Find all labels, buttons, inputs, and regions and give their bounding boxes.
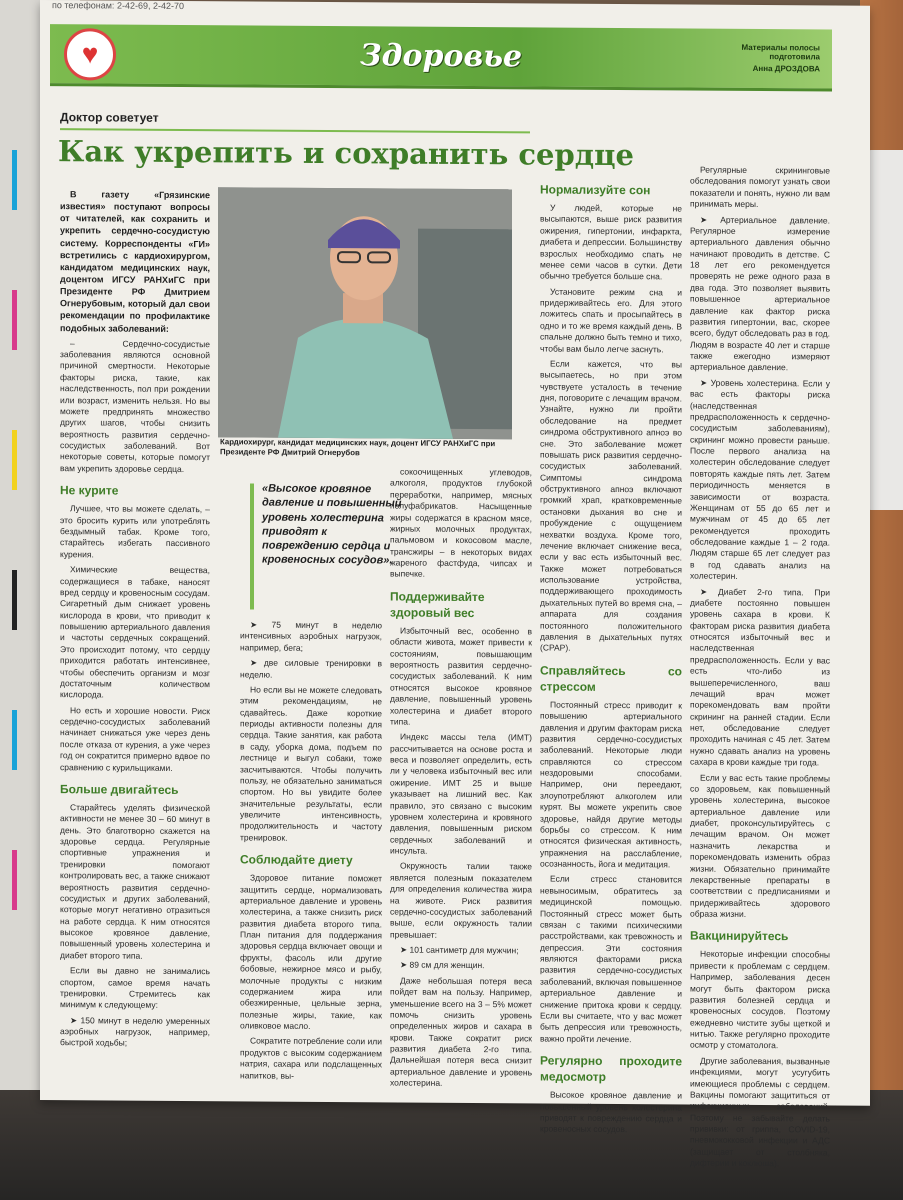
subheading: Поддерживайте здоровый вес	[390, 589, 485, 620]
newspaper-page	[40, 0, 870, 1169]
paragraph: Даже небольшая потеря веса пойдет вам на пользу. Например, уменьшение всего на 3 – 5% может помочь снизить уровень определенных жиров и сахара в крови. Также сократит риск развития диабета 2-го типа. Дальнейшая потеря веса снизит артериальное давление и уровень холестерина.	[390, 975, 532, 1088]
paragraph: – Сердечно-сосудистые заболевания являются основной причиной смертности. Некоторые факторы риска, такие, как наследственность, пол при рождении или возраст, изменить нельзя. Но вы можете предпринять множество других шагов, чтобы снизить вероятность развития сердечно-сосудистых заболеваний. Вот некоторые советы, которые помогут вам укрепить здоровье сердца.	[60, 337, 210, 474]
paragraph: ➤ Уровень холестерина. Если у вас есть факторы риска (наследственная предрасположенность к сердечно-сосудистым заболеваниям), скрининг можно провести раньше. После первого анализа на холестерин обследование следует повторять каждые пять лет. Затем периодичность меняется в зависимости от возраста. Женщинам от 55 до 65 лет и мужчинам от 45 до 65 лет рекомендуется проходить обследование каждые 1 – 2 года. Людям старше 65 лет следует раз в год сдавать анализ на холестерин.	[690, 377, 830, 581]
paragraph: Другие заболевания, вызванные инфекциями, могут усугубить имеющиеся проблемы с сердцем. Вакцины помогают защититься от инфекционных заболеваний. Поэтому не забывайте делать прививки: от гриппа, COVID-19, пневмококковой инфекции и АДС (защищает от столбняка, дифтерии и коклюша).	[690, 1055, 830, 1169]
pull-quote: «Высокое кровяное давление и повышенный уровень холестерина приводят к повреждению сердца и кровеносных сосудов».	[262, 482, 402, 567]
paragraph: Установите режим сна и придерживайтесь его. Для этого ложитесь спать и просыпайтесь в одно и то же время каждый день. В спальне должно быть темно и тихо, чтобы вам было легче заснуть.	[540, 286, 682, 354]
lead-paragraph: В газету «Грязинские известия» поступают вопросы от читателей, как сохранить и укрепить сердечно-сосудистую систему. Корреспонденты «ГИ» встретились с кардиохирургом, кандидатом медицинских наук, доцентом ИГСУ РАНХиГС при Президенте РФ Дмитрием Огнерубовым, который дал свои рекомендации по профилактике подобных заболеваний:	[60, 189, 210, 334]
print-registration-mark	[12, 570, 17, 630]
rubric: Доктор советует	[60, 110, 159, 125]
paragraph: Высокое кровяное давление и повышенный уровень холестерина приводят к повреждению сердца и кровеносных сосудов.	[540, 1089, 682, 1135]
paragraph: ➤ две силовые тренировки в неделю.	[240, 657, 382, 680]
paragraph: Регулярные скрининговые обследования помогут узнать свои показатели и понять, нужно ли вам принимать меры.	[690, 164, 830, 210]
paragraph: ➤ 101 сантиметр для мужчин;	[400, 944, 519, 956]
rubric-divider	[60, 128, 530, 133]
paragraph: Если вы давно не занимались спортом, самое время начать тренировки. Стремитесь как минимум к следующему:	[60, 965, 210, 1011]
section-header	[50, 24, 832, 91]
paragraph: Лучшее, что вы можете сделать, – это бросить курить или употреблять бездымный табак. Кроме того, старайтесь избегать пассивного курения.	[60, 503, 210, 560]
paragraph: ➤ 89 см для женщин.	[400, 959, 485, 971]
article-column-3	[390, 466, 532, 1088]
subheading: Соблюдайте диету	[240, 852, 353, 868]
subheading: Вакцинируйтесь	[690, 928, 789, 944]
paragraph: ➤ 150 минут в неделю умеренных аэробных нагрузок, например, быстрой ходьбы;	[60, 1014, 210, 1049]
quote-bar	[250, 483, 254, 609]
paragraph: Индекс массы тела (ИМТ) рассчитывается на основе роста и веса и позволяет определить, есть ли у человека избыточный вес или ожирение. ИМТ 25 и выше указывает на лишний вес. Как правило, это связано с высоким уровнем холестерина и кровяного давления, повышенным риском сердечных заболеваний и инсульта.	[390, 731, 532, 856]
print-registration-mark	[12, 710, 17, 770]
paragraph: сокоочищенных углеводов, алкоголя, продуктов глубокой переработки, например, мясных полуфабрикатов. Насыщенные жиры содержатся в красном мясе, жирных молочных продуктах, пальмовом и кокосовом масле, трансжиры – в некоторых видах жареного фастфуда, чипсах и выпечке.	[390, 466, 532, 580]
paragraph: ➤ Артериальное давление. Регулярное измерение артериального давления обычно начинают проводить в детстве. С 18 лет его рекомендуется проверять не реже одного раза в два года. Это позволяет выявить повышенное артериальное давление как фактор риска развития гипертонии, вас, скорее всего, будут обследовать раз в год. Людям в возрасте 40 лет и старше также ежегодно измеряют артериальное давление.	[690, 214, 830, 373]
paragraph: Избыточный вес, особенно в области живота, может привести к состояниям, повышающим вероятность развития сердечно-сосудистых заболеваний. К ним относятся высокое кровяное давление, повышенный уровень холестерина и диабет второго типа.	[390, 625, 532, 727]
article-title: Как укрепить и сохранить сердце	[58, 134, 634, 173]
article-column-4	[540, 173, 682, 1135]
print-registration-mark	[12, 150, 17, 210]
print-registration-mark	[12, 430, 17, 490]
white-cloth	[865, 150, 903, 510]
paragraph: Сократите потребление соли или продуктов с высоким содержанием натрия, сахара или подслащенных напитков, вы-	[240, 1035, 382, 1081]
article-column-5	[690, 164, 830, 1169]
paragraph: Но есть и хорошие новости. Риск сердечно-сосудистых заболеваний начинает снижаться уже через день после отказа от курения, а уже через год он сократится примерно вдвое по сравнению с курильщиками.	[60, 704, 210, 773]
paragraph: Химические вещества, содержащиеся в табаке, наносят вред сердцу и кровеносным сосудам. Сигаретный дым снижает уровень кислорода в крови, что приводит к повышению артериального давления и частоты сердечных сокращений. Это происходит потому, что сердцу приходится работать интенсивнее, чтобы обеспечить организм и мозг достаточным количеством кислорода.	[60, 564, 210, 700]
section-title: Здоровье	[360, 38, 523, 75]
phone-line: по телефонам: 2-42-69, 2-42-70	[52, 0, 184, 12]
paragraph: Здоровое питание поможет защитить сердце, нормализовать артериальное давление и уровень холестерина, а также снизить риск развития диабета второго типа. План питания для поддержания здоровья сердца включает овощи и фрукты, фасоль или другие бобовые, нежирное мясо и рыбу, молочные продукты с низким содержанием жира или обезжиренные, цельные зерна, полезные жиры, такие, как оливковое масло.	[240, 872, 382, 1031]
doctor-photo-illustration	[218, 187, 512, 439]
subheading: Нормализуйте сон	[540, 182, 651, 198]
credit-line: Материалы полосы подготовила	[741, 42, 820, 62]
doctor-photo	[218, 187, 512, 439]
paragraph: ➤ Диабет 2-го типа. При диабете постоянно повышен уровень сахара в крови. К факторам риска развития диабета относятся избыточный вес и наследственная предрасположенность. Если у вас есть что-либо из вышеперечисленного, ваш лечащий врач может порекомендовать вам пройти скрининг на ранней стадии. Если нет, обследование следует проходить начиная с 45 лет. Затем нужно сдавать анализ на уровень сахара в крови каждые три года.	[690, 586, 830, 768]
paragraph: ➤ 75 минут в неделю интенсивных аэробных нагрузок, например, бега;	[240, 619, 382, 653]
paragraph: У людей, которые не высыпаются, выше риск развития ожирения, гипертонии, инфаркта, диабета и депрессии. Большинству взрослых необходимо спать не менее семи часов в сутки. Дети обычно требуется больше сна.	[540, 202, 682, 282]
heart-health-logo-icon: ♥	[64, 28, 116, 80]
subheading: Регулярно проходите медосмотр	[540, 1053, 682, 1085]
paragraph: Если стресс становится невыносимым, обратитесь за медицинской помощью. Постоянный стресс может быть связан с такими психическими расстройствами, как тревожность и депрессия. Эти состояния являются факторами риска развития сердечно-сосудистых заболеваний, включая повышенное артериальное давление и снижение притока крови к сердцу. Если вы считаете, что у вас может быть депрессия или тревожность, важно пройти лечение.	[540, 874, 682, 1044]
paragraph: Окружность талии также является полезным показателем для определения количества жира на животе. Риск развития сердечно-сосудистых заболеваний выше, если окружность талии превышает:	[390, 860, 532, 940]
photo-caption: Кардиохирург, кандидат медицинских наук, доцент ИГСУ РАНХиГС при Президенте РФ Дмитрий Огнерубов	[220, 437, 496, 458]
credit-author: Анна ДРОЗДОВА	[752, 63, 820, 74]
subheading: Больше двигайтесь	[60, 782, 179, 797]
paragraph: Если у вас есть такие проблемы со здоровьем, как повышенный уровень холестерина, высокое артериальное давление или диабет, проконсультируйтесь с лечащим врачом. Он может назначить лекарства и порекомендовать изменить образ жизни. Обязательно принимайте лекарственные препараты в соответствии с предписаниями и придерживайтесь здорового образа жизни.	[690, 772, 830, 919]
paragraph: Но если вы не можете следовать этим рекомендациям, не сдавайтесь. Даже короткие периоды активности полезны для сердца. Такие занятия, как работа в саду, уборка дома, подъем по лестнице и выгул собаки, тоже засчитываются. Чтобы получить пользу, не обязательно заниматься спортом. Но вы увидите более значительные результаты, если увеличите интенсивность, продолжительность и частоту тренировок.	[240, 684, 382, 843]
paragraph: Старайтесь уделять физической активности не менее 30 – 60 минут в день. Это благотворно скажется на здоровье сердца. Регулярные спортивные упражнения и тренировки помогают контролировать вес, а также снижают вероятность развития сердечно-сосудистых и других заболеваний, которые могут негативно отразиться на работе сердца. К ним относятся высокое кровяное давление, повышенный уровень холестерина и диабет второго типа.	[60, 802, 210, 961]
paragraph: Постоянный стресс приводит к повышению артериального давления и другим факторам риска развития сердечно-сосудистых заболеваний. Некоторые люди справляются со стрессом нездоровыми способами. Например, они переедают, злоупотребляют алкоголем или курят. Вы можете укрепить свое здоровье, найдя другие методы борьбы со стрессом. К ним относятся физическая активность, упражнения на расслабление, осознанность, йога и медитация.	[540, 699, 682, 870]
print-registration-mark	[12, 290, 17, 350]
subheading: Не курите	[60, 483, 119, 498]
paragraph: Если кажется, что вы высыпаетесь, но при этом чувствуете усталость в течение дня, поговорите с лечащим врачом. Узнайте, нужно ли пройти обследование на предмет синдрома обструктивного апноэ во сне. Это заболевание может повышать риск развития сердечно-сосудистых заболеваний. Симптомы синдрома обструктивного апноэ включают громкий храп, кратковременные остановки дыхания во сне и пробуждение с ощущением нехватки воздуха. Кроме того, лечение включает снижение веса, если у вас есть избыточный вес. Также может потребоваться использование устройства, поддерживающего проходимость дыхательных путей во время сна, – аппарата для создания постоянного положительного давления в дыхательных путях (CPAP).	[540, 358, 682, 654]
subheading: Справляйтесь со стрессом	[540, 663, 682, 694]
paragraph: Некоторые инфекции способны привести к проблемам с сердцем. Например, заболевания десен могут быть фактором риска развития болезней сердца и кровеносных сосудов. Поэтому ежедневно чистите зубы щеткой и нитью. Также регулярно проходите осмотр у стоматолога.	[690, 949, 830, 1051]
article-column-1	[60, 188, 210, 1069]
article-column-2	[240, 619, 382, 1081]
print-registration-mark	[12, 850, 17, 910]
credit	[690, 43, 820, 74]
